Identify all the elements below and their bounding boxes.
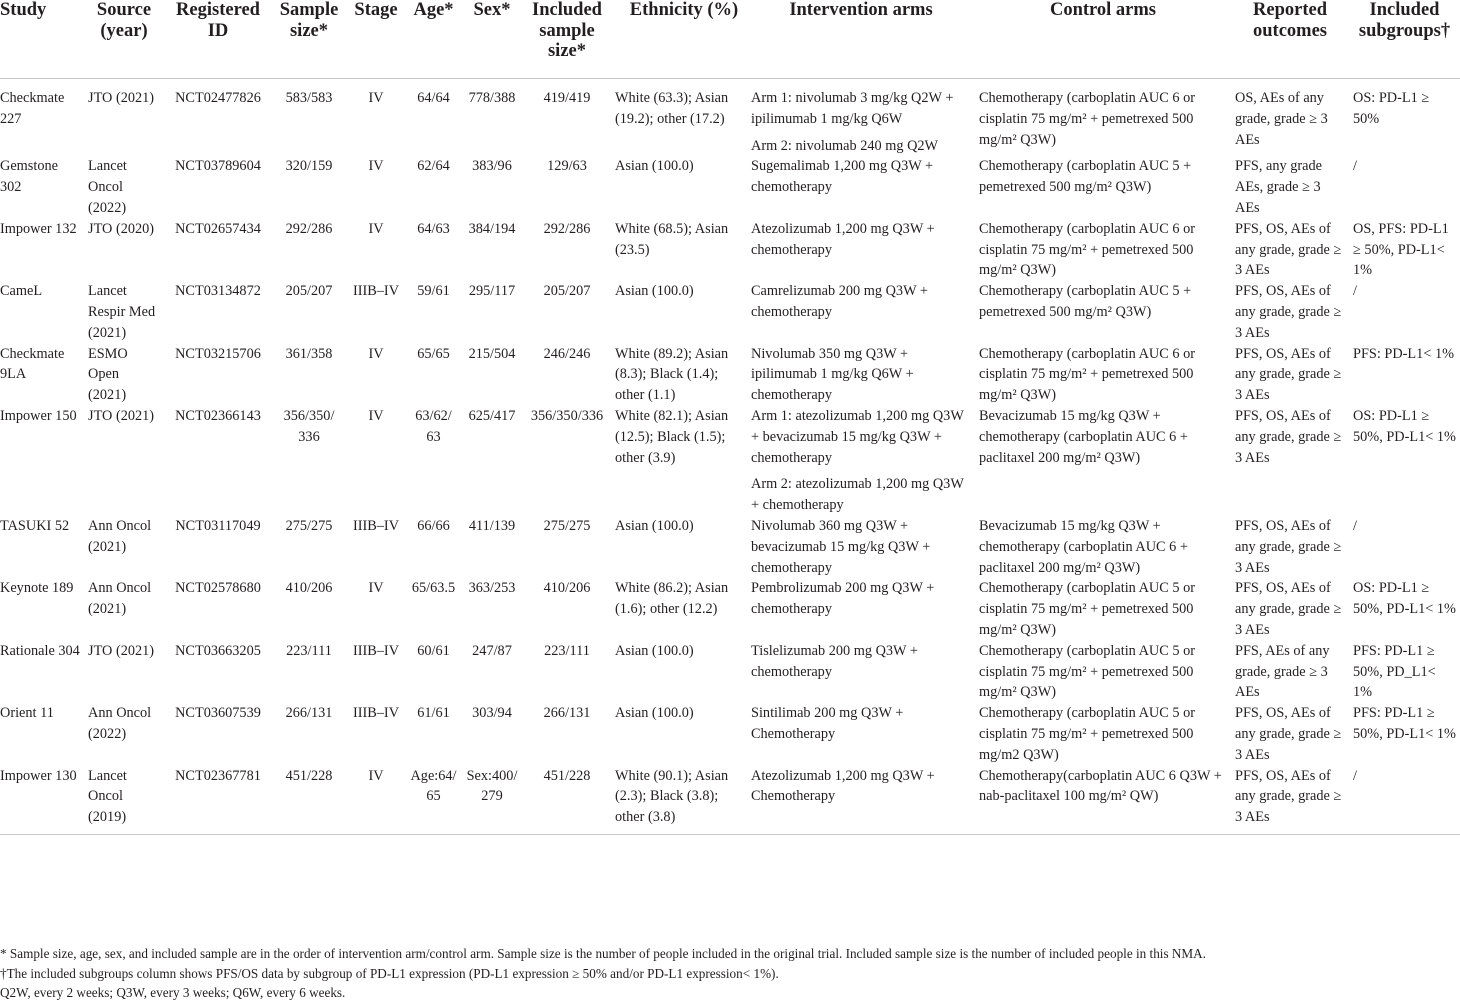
intervention-arm: Tislelizumab 200 mg Q3W + chemotherapy bbox=[751, 642, 918, 680]
cell-sex: 411/139 bbox=[468, 517, 516, 534]
rule-cell bbox=[0, 828, 1460, 835]
cell-registered-id: NCT03215706 bbox=[175, 345, 261, 362]
header-sample-size: Sample size* bbox=[272, 0, 346, 79]
cell-control-arms: Chemotherapy (carboplatin AUC 5 or cisplatin 75 mg/m² + pemetrexed 500 mg/m² Q3W) bbox=[979, 580, 1195, 638]
cell-ethnicity: Asian (100.0) bbox=[615, 283, 694, 300]
cell-source: JTO (2021) bbox=[88, 90, 155, 106]
table-row bbox=[0, 156, 1460, 218]
cell-control-arms: Chemotherapy (carboplatin AUC 5 or cisplatin 75 mg/m² + pemetrexed 500 mg/m² Q3W) bbox=[979, 642, 1195, 701]
cell-sex: 303/94 bbox=[472, 705, 512, 722]
table-row bbox=[0, 219, 1460, 281]
cell-reported-outcomes: PFS, OS, AEs of any grade, grade ≥ 3 AEs bbox=[1235, 580, 1342, 638]
cell-source: Lancet Respir Med (2021) bbox=[88, 283, 156, 341]
cell-included-subgroups: / bbox=[1353, 767, 1357, 784]
cell-reported-outcomes: PFS, OS, AEs of any grade, grade ≥ 3 AEs bbox=[1235, 705, 1342, 763]
cell-intervention-arms bbox=[747, 281, 975, 343]
table-row bbox=[0, 766, 1460, 828]
cell-source: Ann Oncol (2021) bbox=[88, 517, 152, 555]
table-bottom-rule bbox=[0, 828, 1460, 835]
cell-stage: IV bbox=[368, 90, 384, 106]
cell-registered-id: NCT03789604 bbox=[175, 158, 261, 175]
intervention-arm: Sintilimab 200 mg Q3W + Chemotherapy bbox=[751, 705, 904, 742]
table-row bbox=[0, 406, 1460, 516]
intervention-arm: Camrelizumab 200 mg Q3W + chemotherapy bbox=[751, 283, 928, 320]
cell-study: Keynote 189 bbox=[0, 580, 74, 597]
cell-study: Gemstone 302 bbox=[0, 158, 58, 196]
header-intervention-arms: Intervention arms bbox=[747, 0, 975, 79]
cell-age: 64/63 bbox=[417, 220, 450, 237]
table-row bbox=[0, 88, 1460, 156]
cell-sex: 778/388 bbox=[468, 90, 516, 106]
cell-study: Orient 11 bbox=[0, 705, 54, 722]
cell-intervention-arms bbox=[747, 406, 975, 516]
cell-stage: IV bbox=[368, 407, 384, 424]
cell-sample-size: 266/131 bbox=[285, 705, 333, 722]
header-included-sample-size: Included sample size* bbox=[523, 0, 611, 79]
cell-included-subgroups: OS: PD-L1 ≥ 50% bbox=[1353, 90, 1430, 127]
cell-reported-outcomes: OS, AEs of any grade, grade ≥ 3 AEs bbox=[1235, 90, 1328, 148]
cell-source: JTO (2020) bbox=[88, 220, 155, 237]
table-body bbox=[0, 79, 1460, 835]
cell-intervention-arms bbox=[747, 88, 975, 156]
cell-included-sample-size: 205/207 bbox=[543, 283, 591, 300]
cell-sample-size: 292/286 bbox=[285, 220, 333, 237]
intervention-arm: Atezolizumab 1,200 mg Q3W + Chemotherapy bbox=[751, 767, 935, 805]
cell-study: CameL bbox=[0, 283, 43, 300]
cell-ethnicity: White (89.2); Asian (8.3); Black (1.4); other (1.1) bbox=[615, 345, 729, 404]
cell-source: Lancet Oncol (2019) bbox=[88, 767, 127, 826]
cell-ethnicity: White (68.5); Asian (23.5) bbox=[615, 220, 729, 258]
cell-ethnicity: White (82.1); Asian (12.5); Black (1.5); other (3.9) bbox=[615, 407, 729, 466]
cell-included-subgroups: PFS: PD-L1< 1% bbox=[1353, 345, 1455, 362]
cell-study: Impower 132 bbox=[0, 220, 77, 237]
intervention-arm: Sugemalimab 1,200 mg Q3W + chemotherapy bbox=[751, 158, 934, 196]
cell-age: 65/63.5 bbox=[411, 580, 456, 597]
cell-source: Lancet Oncol (2022) bbox=[88, 158, 127, 216]
cell-registered-id: NCT02477826 bbox=[175, 90, 261, 106]
cell-included-subgroups: / bbox=[1353, 283, 1357, 300]
cell-sex: 363/253 bbox=[468, 580, 516, 597]
cell-sample-size: 410/206 bbox=[285, 580, 333, 597]
cell-included-subgroups: OS: PD-L1 ≥ 50%, PD-L1< 1% bbox=[1353, 580, 1456, 618]
header-sex: Sex* bbox=[461, 0, 523, 79]
cell-included-sample-size: 356/350/336 bbox=[530, 407, 604, 424]
cell-included-sample-size: 266/131 bbox=[543, 705, 591, 722]
cell-stage: IV bbox=[368, 158, 384, 175]
table-row bbox=[0, 703, 1460, 765]
cell-source: Ann Oncol (2021) bbox=[88, 580, 152, 618]
cell-ethnicity: White (63.3); Asian (19.2); other (17.2) bbox=[615, 90, 729, 127]
cell-registered-id: NCT02367781 bbox=[175, 767, 261, 784]
cell-stage: IIIB–IV bbox=[352, 642, 400, 659]
cell-source: JTO (2021) bbox=[88, 642, 155, 659]
cell-included-sample-size: 451/228 bbox=[543, 767, 591, 784]
cell-age: 60/61 bbox=[417, 642, 450, 659]
cell-study: Impower 130 bbox=[0, 767, 77, 784]
cell-sample-size: 320/159 bbox=[285, 158, 333, 175]
table-footnotes bbox=[0, 944, 1460, 1003]
cell-sex: 625/417 bbox=[468, 407, 516, 424]
cell-reported-outcomes: PFS, OS, AEs of any grade, grade ≥ 3 AEs bbox=[1235, 345, 1342, 404]
header-stage: Stage bbox=[346, 0, 406, 79]
cell-control-arms: Chemotherapy (carboplatin AUC 6 or cisplatin 75 mg/m² + pemetrexed 500 mg/m² Q3W) bbox=[979, 90, 1195, 148]
cell-study: Checkmate 227 bbox=[0, 90, 65, 127]
cell-control-arms: Chemotherapy (carboplatin AUC 6 or cisplatin 75 mg/m² + pemetrexed 500 mg/m² Q3W) bbox=[979, 220, 1195, 279]
cell-control-arms: Chemotherapy (carboplatin AUC 5 or cisplatin 75 mg/m² + pemetrexed 500 mg/m2 Q3W) bbox=[979, 705, 1195, 763]
cell-ethnicity: Asian (100.0) bbox=[615, 705, 694, 722]
cell-intervention-arms bbox=[747, 641, 975, 703]
cell-ethnicity: White (86.2); Asian (1.6); other (12.2) bbox=[615, 580, 729, 618]
cell-registered-id: NCT03117049 bbox=[175, 517, 261, 534]
cell-sample-size: 451/228 bbox=[285, 767, 333, 784]
cell-age: 64/64 bbox=[417, 90, 450, 106]
header-study: Study bbox=[0, 0, 84, 79]
cell-source: Ann Oncol (2022) bbox=[88, 705, 152, 742]
header-spacer bbox=[0, 79, 1460, 89]
spacer-cell bbox=[0, 79, 1460, 89]
header-included-subgroups: Included subgroups† bbox=[1349, 0, 1460, 79]
intervention-arm: Arm 1: nivolumab 3 mg/kg Q2W + ipilimumab 1 mg/kg Q6W bbox=[751, 90, 954, 127]
cell-stage: IIIB–IV bbox=[352, 705, 400, 722]
cell-stage: IIIB–IV bbox=[352, 517, 400, 534]
cell-included-sample-size: 292/286 bbox=[543, 220, 591, 237]
cell-sample-size: 356/350/ 336 bbox=[283, 407, 335, 445]
cell-included-subgroups: OS, PFS: PD-L1 ≥ 50%, PD-L1< 1% bbox=[1353, 220, 1449, 279]
footnote-abbreviations: Q2W, every 2 weeks; Q3W, every 3 weeks; Q6W, every 6 weeks. bbox=[0, 985, 346, 1000]
cell-included-sample-size: 275/275 bbox=[543, 517, 591, 534]
cell-stage: IV bbox=[368, 767, 384, 784]
cell-reported-outcomes: PFS, OS, AEs of any grade, grade ≥ 3 AEs bbox=[1235, 767, 1342, 826]
cell-registered-id: NCT02366143 bbox=[175, 407, 261, 424]
cell-sex: 215/504 bbox=[468, 345, 516, 362]
intervention-arm: Arm 2: nivolumab 240 mg Q2W bbox=[751, 137, 939, 154]
cell-sex: 247/87 bbox=[472, 642, 512, 659]
cell-study: Rationale 304 bbox=[0, 642, 80, 659]
cell-ethnicity: Asian (100.0) bbox=[615, 642, 694, 659]
cell-age: 65/65 bbox=[417, 345, 450, 362]
intervention-arm: Nivolumab 350 mg Q3W + ipilimumab 1 mg/kg Q6W + chemotherapy bbox=[751, 345, 914, 404]
cell-stage: IV bbox=[368, 345, 384, 362]
cell-control-arms: Chemotherapy(carboplatin AUC 6 Q3W + nab-paclitaxel 100 mg/m² QW) bbox=[979, 767, 1222, 805]
cell-stage: IV bbox=[368, 580, 384, 597]
cell-included-subgroups: PFS: PD-L1 ≥ 50%, PD_L1< 1% bbox=[1353, 642, 1436, 701]
cell-source: JTO (2021) bbox=[88, 407, 155, 424]
cell-intervention-arms bbox=[747, 156, 975, 218]
header-source: Source (year) bbox=[84, 0, 164, 79]
cell-intervention-arms bbox=[747, 219, 975, 281]
table-row bbox=[0, 516, 1460, 578]
cell-intervention-arms bbox=[747, 703, 975, 765]
cell-registered-id: NCT02657434 bbox=[175, 220, 261, 237]
cell-sample-size: 223/111 bbox=[286, 642, 332, 659]
cell-ethnicity: Asian (100.0) bbox=[615, 517, 694, 534]
cell-sample-size: 275/275 bbox=[285, 517, 333, 534]
cell-reported-outcomes: PFS, OS, AEs of any grade, grade ≥ 3 AEs bbox=[1235, 517, 1342, 576]
cell-stage: IV bbox=[368, 220, 384, 237]
cell-registered-id: NCT03663205 bbox=[175, 642, 261, 659]
cell-reported-outcomes: PFS, OS, AEs of any grade, grade ≥ 3 AEs bbox=[1235, 283, 1342, 341]
cell-control-arms: Chemotherapy (carboplatin AUC 5 + pemetrexed 500 mg/m² Q3W) bbox=[979, 158, 1192, 196]
intervention-arm: Arm 2: atezolizumab 1,200 mg Q3W + chemotherapy bbox=[751, 476, 964, 514]
cell-intervention-arms bbox=[747, 766, 975, 828]
cell-stage: IIIB–IV bbox=[352, 283, 400, 300]
cell-control-arms: Bevacizumab 15 mg/kg Q3W + chemotherapy (carboplatin AUC 6 + paclitaxel 200 mg/m² Q3W) bbox=[979, 407, 1188, 466]
cell-sex: Sex:400/ 279 bbox=[466, 767, 518, 805]
intervention-arm: Arm 1: atezolizumab 1,200 mg Q3W + bevacizumab 15 mg/kg Q3W + chemotherapy bbox=[751, 407, 964, 466]
cell-included-subgroups: / bbox=[1353, 158, 1357, 175]
cell-intervention-arms bbox=[747, 578, 975, 640]
header-control-arms: Control arms bbox=[975, 0, 1231, 79]
cell-reported-outcomes: PFS, any grade AEs, grade ≥ 3 AEs bbox=[1235, 158, 1322, 216]
table-row bbox=[0, 344, 1460, 406]
cell-age: 66/66 bbox=[417, 517, 450, 534]
cell-ethnicity: Asian (100.0) bbox=[615, 158, 694, 175]
footnote-asterisk: * Sample size, age, sex, and included sample are in the order of intervention arm/control arm. Sample size is the number of people included in the original trial. Included sample size is the number of included people in this NMA. bbox=[0, 946, 1206, 961]
cell-included-subgroups: OS: PD-L1 ≥ 50%, PD-L1< 1% bbox=[1353, 407, 1456, 445]
table-row bbox=[0, 281, 1460, 343]
cell-age: Age:64/ 65 bbox=[410, 767, 457, 805]
cell-study: TASUKI 52 bbox=[0, 517, 70, 534]
cell-registered-id: NCT03134872 bbox=[175, 283, 261, 300]
cell-control-arms: Chemotherapy (carboplatin AUC 5 + pemetrexed 500 mg/m² Q3W) bbox=[979, 283, 1192, 320]
cell-sex: 295/117 bbox=[468, 283, 516, 300]
header-reported-outcomes: Reported outcomes bbox=[1231, 0, 1349, 79]
cell-included-sample-size: 223/111 bbox=[544, 642, 590, 659]
cell-reported-outcomes: PFS, AEs of any grade, grade ≥ 3 AEs bbox=[1235, 642, 1330, 701]
cell-included-sample-size: 246/246 bbox=[543, 345, 591, 362]
intervention-arm: Pembrolizumab 200 mg Q3W + chemotherapy bbox=[751, 580, 935, 618]
header-registered-id: Registered ID bbox=[164, 0, 272, 79]
header-ethnicity: Ethnicity (%) bbox=[611, 0, 747, 79]
cell-source: ESMO Open (2021) bbox=[88, 345, 128, 404]
cell-age: 59/61 bbox=[417, 283, 450, 300]
cell-reported-outcomes: PFS, OS, AEs of any grade, grade ≥ 3 AEs bbox=[1235, 407, 1342, 466]
cell-sample-size: 583/583 bbox=[285, 90, 333, 106]
cell-study: Checkmate 9LA bbox=[0, 345, 65, 383]
cell-included-subgroups: PFS: PD-L1 ≥ 50%, PD-L1< 1% bbox=[1353, 705, 1456, 742]
cell-control-arms: Bevacizumab 15 mg/kg Q3W + chemotherapy (carboplatin AUC 6 + paclitaxel 200 mg/m² Q3W) bbox=[979, 517, 1188, 576]
cell-registered-id: NCT03607539 bbox=[175, 705, 261, 722]
cell-included-subgroups: / bbox=[1353, 517, 1357, 534]
header-age: Age* bbox=[406, 0, 461, 79]
cell-ethnicity: White (90.1); Asian (2.3); Black (3.8); other (3.8) bbox=[615, 767, 729, 826]
cell-reported-outcomes: PFS, OS, AEs of any grade, grade ≥ 3 AEs bbox=[1235, 220, 1342, 279]
cell-intervention-arms bbox=[747, 344, 975, 406]
cell-intervention-arms bbox=[747, 516, 975, 578]
intervention-arm: Atezolizumab 1,200 mg Q3W + chemotherapy bbox=[751, 220, 935, 258]
cell-control-arms: Chemotherapy (carboplatin AUC 6 or cisplatin 75 mg/m² + pemetrexed 500 mg/m² Q3W) bbox=[979, 345, 1195, 404]
cell-included-sample-size: 129/63 bbox=[547, 158, 587, 175]
cell-sample-size: 205/207 bbox=[285, 283, 333, 300]
cell-sample-size: 361/358 bbox=[285, 345, 333, 362]
cell-sex: 383/96 bbox=[472, 158, 512, 175]
cell-age: 62/64 bbox=[417, 158, 450, 175]
cell-age: 61/61 bbox=[417, 705, 450, 722]
intervention-arm: Nivolumab 360 mg Q3W + bevacizumab 15 mg/kg Q3W + chemotherapy bbox=[751, 517, 931, 576]
cell-age: 63/62/ 63 bbox=[415, 407, 452, 445]
cell-registered-id: NCT02578680 bbox=[175, 580, 261, 597]
table-row bbox=[0, 578, 1460, 640]
table-row bbox=[0, 641, 1460, 703]
cell-included-sample-size: 419/419 bbox=[543, 90, 591, 106]
cell-study: Impower 150 bbox=[0, 407, 77, 424]
cell-included-sample-size: 410/206 bbox=[543, 580, 591, 597]
footnote-dagger: †The included subgroups column shows PFS/OS data by subgroup of PD-L1 expression (PD-L1 expression ≥ 50% and/or PD-L1 expression< 1%). bbox=[0, 965, 779, 981]
header-row bbox=[0, 0, 1460, 79]
cell-sex: 384/194 bbox=[468, 220, 516, 237]
